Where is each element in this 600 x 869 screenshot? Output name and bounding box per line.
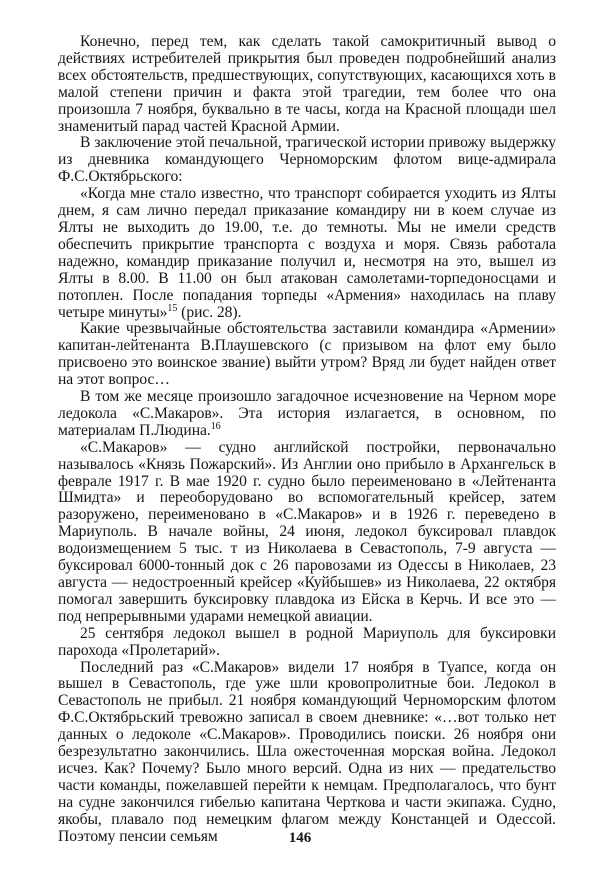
footnote-ref-16: 16 (210, 420, 221, 432)
paragraph-8: Последний раз «С.Макаров» видели 17 ноября в Туапсе, когда он вышел в Севастополь, где уже шли кровопролитные бои. Ледокол в Севастополь не прибыл. 21 ноября командующий Черноморским флотом Ф.С.Октябрьский тревожно записал в своем дневнике: «…вот только нет данных о ледоколе «С.Макаров». Проводились поиски. 26 ноября они безрезультатно закончились. Шла ожесточенная морская война. Ледокол исчез. Как? Почему? Было много версий. Одна из них — предательство части команды, пожелавшей перейти к немцам. Предполагалось, что бунт на судне закончился гибелью капитана Черткова и части экипажа. Судно, якобы, плавало под немецким флагом между Констанцей и Одессой. Поэтому пенсии семьям (58, 658, 556, 845)
page-number: 146 (288, 830, 312, 846)
paragraph-3-quote: «Когда мне стало известно, что транспорт собирается уходить из Ялты днем, я сам лично передал приказание командиру ни в коем случае из Ялты не выходить до 19.00, т.е. до темноты. Мы не имели средств обеспечить прикрытие транспорта с воздуха и моря. Связь работала надежно, командир приказание получил и, несмотря на это, вышел из Ялты в 8.00. В 11.00 он был атакован самолетами-торпедоносцами и потоплен. После попадания торпеды «Армения» находилась на плаву четыре минуты»$^{15}$ (рис. 28). (58, 185, 556, 321)
footnote-ref-15: 15 (167, 302, 178, 314)
paragraph-4: Какие чрезвычайные обстоятельства заставили командира «Армении» капитан-лейтенанта В.Плаушевского (с призывом на флот ему было присвоено это воинское звание) выйти утром? Вряд ли будет найден ответ на этот вопрос… (58, 320, 556, 389)
paragraph-2: В заключение этой печальной, трагической истории привожу выдержку из дневника командующего Черноморским флотом вице-адмирала Ф.С.Октябрьского: (58, 134, 556, 186)
paragraph-6: «С.Макаров» — судно английской постройки, первоначально называлось «Князь Пожарский». Из Англии оно прибыло в Архангельск в феврале 1917 г. В мае 1920 г. судно было переименовано в «Лейтенанта Шмидта» и переоборудовано во вспомогательный крейсер, затем разоружено, переименовано в «С.Макаров» и в 1926 г. переведено в Мариуполь. В начале войны, 24 июня, ледокол буксировал плавдок водоизмещением 5 тыс. т из Николаева в Севастополь, 7-9 августа — буксировал 6000-тонный док с 26 паровозами из Одессы в Николаев, 23 августа — недостроенный крейсер «Куйбышев» из Николаева, 22 октября помогал завершить буксировку плавдока из Ейска в Керчь. И все это — под непрерывными ударами немецкой авиации. (58, 438, 556, 625)
paragraph-7: 25 сентября ледокол вышел в родной Мариуполь для буксировки парохода «Пролетарий». (58, 624, 556, 659)
paragraph-5: В том же месяце произошло загадочное исчезновение на Черном море ледокола «С.Макаров». Эта история излагается, в основном, по материалам П.Людина.$^{16}$ (58, 388, 556, 439)
page-body (58, 34, 556, 846)
paragraph-1: Конечно, перед тем, как сделать такой самокритичный вывод о действиях истребителей прикрытия был проведен подробнейший анализ всех обстоятельств, предшествующих, сопутствующих, касающихся хоть в малой степени причин и факта этой трагедии, тем более что она произошла 7 ноября, буквально в те часы, когда на Красной площади шел знаменитый парад частей Красной Армии. (58, 33, 556, 135)
